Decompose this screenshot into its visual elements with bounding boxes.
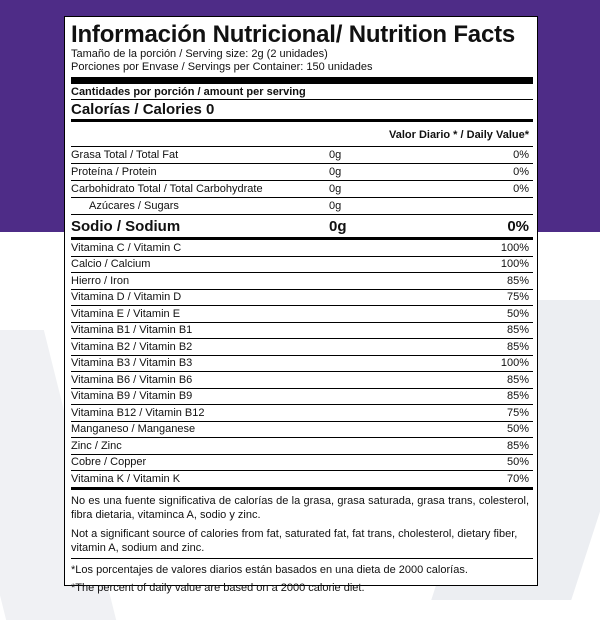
vitamin-dv: 85%: [506, 324, 529, 337]
calories: Calorías / Calories 0: [71, 101, 215, 118]
label-title: Información Nutricional/ Nutrition Facts: [71, 21, 516, 48]
divider-thick: [71, 77, 533, 84]
nutrient-dv: 0%: [513, 183, 529, 195]
nutrition-label: [64, 16, 538, 594]
vitamin-name: Vitamina D / Vitamin D: [71, 291, 182, 304]
vitamin-dv: 85%: [506, 373, 529, 386]
nutrient-row: [71, 163, 533, 180]
vitamin-name: Vitamina B1 / Vitamin B1: [71, 324, 193, 337]
sodium-amount: 0g: [329, 217, 347, 235]
vitamin-dv: 100%: [500, 241, 529, 254]
vitamin-row: [71, 388, 533, 405]
vitamin-name: Vitamina B6 / Vitamin B6: [71, 373, 193, 386]
vitamin-name: Vitamina B3 / Vitamin B3: [71, 357, 193, 370]
vitamin-dv: 70%: [506, 472, 529, 485]
sodium-dv: 0%: [507, 217, 529, 235]
vitamin-row: [71, 240, 533, 256]
vitamin-name: Vitamina B9 / Vitamin B9: [71, 390, 193, 403]
vitamin-row: [71, 272, 533, 289]
vitamin-name: Vitamina B12 / Vitamin B12: [71, 406, 205, 419]
vitamin-row: [71, 404, 533, 421]
vitamin-dv: 50%: [506, 423, 529, 436]
nutrient-name: Azúcares / Sugars: [89, 200, 179, 212]
vitamin-row: [71, 437, 533, 454]
vitamin-name: Vitamina B2 / Vitamin B2: [71, 340, 193, 353]
daily-value-header: Valor Diario * / Daily Value*: [388, 129, 529, 141]
nutrient-row: [71, 146, 533, 163]
vitamin-dv: 85%: [506, 274, 529, 287]
vitamin-dv: 75%: [506, 291, 529, 304]
vitamin-list: [71, 240, 533, 487]
vitamin-row: [71, 322, 533, 339]
nutrient-name: Carbohidrato Total / Total Carbohydrate: [71, 183, 263, 195]
vitamin-row: [71, 421, 533, 438]
vitamin-row: [71, 289, 533, 306]
note-spanish: No es una fuente significativa de calorías de la grasa, grasa saturada, grasa trans, colesterol, fibra dietaria, vitaminca A, sodio y zinc.: [71, 494, 529, 521]
note-english: Not a significant source of calories from fat, saturated fat, fat trans, cholesterol, dietary fiber, vitamin A, sodium and zinc.: [71, 527, 518, 554]
nutrient-amount: 0g: [329, 166, 342, 178]
vitamin-dv: 100%: [500, 357, 529, 370]
vitamin-name: Manganeso / Manganese: [71, 423, 196, 436]
vitamin-row: [71, 305, 533, 322]
vitamin-dv: 85%: [506, 340, 529, 353]
vitamin-row: [71, 256, 533, 273]
vitamin-name: Hierro / Iron: [71, 274, 130, 287]
vitamin-name: Calcio / Calcium: [71, 258, 151, 271]
sodium-name: Sodio / Sodium: [71, 217, 181, 235]
sodium-row: [71, 214, 533, 237]
vitamin-name: Vitamina C / Vitamin C: [71, 241, 182, 254]
servings-per-container: Porciones por Envase / Servings per Container: 150 unidades: [71, 61, 373, 73]
nutrient-row: [71, 180, 533, 197]
nutrient-amount: 0g: [329, 200, 342, 212]
nutrient-dv: 0%: [513, 149, 529, 161]
footnote-english: *The percent of daily value are based on a 2000 calorie diet.: [71, 581, 365, 594]
vitamin-row: [71, 355, 533, 372]
vitamin-row: [71, 470, 533, 487]
amount-per-serving: Cantidades por porción / amount per serving: [71, 86, 306, 98]
vitamin-name: Vitamina E / Vitamin E: [71, 307, 181, 320]
vitamin-dv: 50%: [506, 456, 529, 469]
nutrient-row: [71, 197, 533, 214]
vitamin-name: Cobre / Copper: [71, 456, 147, 469]
vitamin-row: [71, 371, 533, 388]
nutrient-name: Grasa Total / Total Fat: [71, 149, 179, 161]
nutrient-name: Proteína / Protein: [71, 166, 157, 178]
vitamin-row: [71, 338, 533, 355]
nutrient-dv: 0%: [513, 166, 529, 178]
nutrient-amount: 0g: [329, 149, 342, 161]
vitamin-name: Zinc / Zinc: [71, 439, 122, 452]
vitamin-row: [71, 454, 533, 471]
vitamin-dv: 50%: [506, 307, 529, 320]
vitamin-dv: 75%: [506, 406, 529, 419]
footnote-spanish: *Los porcentajes de valores diarios están basados en una dieta de 2000 calorías.: [71, 563, 468, 576]
vitamin-dv: 100%: [500, 258, 529, 271]
serving-size: Tamaño de la porción / Serving size: 2g (2 unidades): [71, 48, 328, 60]
vitamin-dv: 85%: [506, 439, 529, 452]
vitamin-name: Vitamina K / Vitamin K: [71, 472, 181, 485]
nutrient-amount: 0g: [329, 183, 342, 195]
vitamin-dv: 85%: [506, 390, 529, 403]
